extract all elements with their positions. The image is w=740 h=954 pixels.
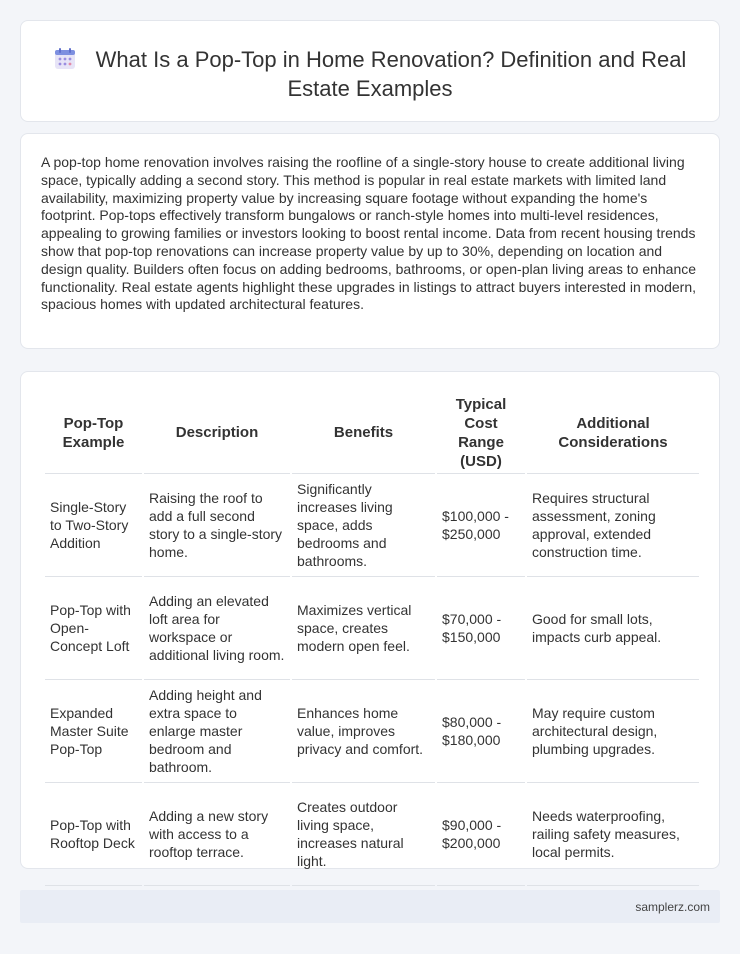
cell-example: Pop-Top with Rooftop Deck: [45, 783, 142, 886]
table-card: [20, 371, 720, 869]
title-card: [20, 20, 720, 122]
cell-cost: $80,000 - $180,000: [437, 680, 525, 783]
table-row: [45, 783, 699, 886]
cell-considerations: Good for small lots, impacts curb appeal.: [527, 577, 699, 680]
table-row: [45, 474, 699, 577]
footer-bar: [20, 890, 720, 923]
table-row: [45, 577, 699, 680]
table-row: [45, 680, 699, 783]
header-example: Pop-Top Example: [45, 392, 142, 474]
cell-example: Single-Story to Two-Story Addition: [45, 474, 142, 577]
cell-description: Raising the roof to add a full second story to a single-story home.: [144, 474, 290, 577]
cell-considerations: Needs waterproofing, railing safety measures, local permits.: [527, 783, 699, 886]
cell-benefits: Creates outdoor living space, increases natural light.: [292, 783, 435, 886]
cell-considerations: Requires structural assessment, zoning approval, extended construction time.: [527, 474, 699, 577]
page-title: What Is a Pop-Top in Home Renovation? Definition and Real Estate Examples: [95, 47, 687, 101]
intro-card: [20, 133, 720, 349]
header-benefits: Benefits: [292, 392, 435, 474]
pop-top-table: [43, 392, 701, 886]
header-cost: Typical Cost Range (USD): [437, 392, 525, 474]
header-description: Description: [144, 392, 290, 474]
footer-site-link[interactable]: samplerz.com: [635, 900, 710, 914]
cell-cost: $70,000 - $150,000: [437, 577, 525, 680]
header-considerations: Additional Considerations: [527, 392, 699, 474]
cell-description: Adding a new story with access to a rooftop terrace.: [144, 783, 290, 886]
cell-benefits: Enhances home value, improves privacy and comfort.: [292, 680, 435, 783]
cell-considerations: May require custom architectural design, plumbing upgrades.: [527, 680, 699, 783]
cell-description: Adding an elevated loft area for workspace or additional living room.: [144, 577, 290, 680]
cell-example: Expanded Master Suite Pop-Top: [45, 680, 142, 783]
cell-cost: $100,000 - $250,000: [437, 474, 525, 577]
cell-example: Pop-Top with Open-Concept Loft: [45, 577, 142, 680]
cell-benefits: Maximizes vertical space, creates modern open feel.: [292, 577, 435, 680]
cell-description: Adding height and extra space to enlarge master bedroom and bathroom.: [144, 680, 290, 783]
page-title-wrap: [21, 45, 719, 103]
cell-benefits: Significantly increases living space, adds bedrooms and bathrooms.: [292, 474, 435, 577]
cell-cost: $90,000 - $200,000: [437, 783, 525, 886]
intro-paragraph: A pop-top home renovation involves raising the roofline of a single-story house to create additional living space, typically adding a second story. This method is popular in real estate markets with limited land availability, maximizing property value by increasing square footage without expanding the home's footprint. Pop-tops effectively transform bungalows or ranch-style homes into multi-level residences, appealing to growing families or investors looking to boost rental income. Data from recent housing trends show that pop-top renovations can increase property value by up to 30%, depending on location and design quality. Builders often focus on adding bedrooms, bathrooms, or open-plan living areas to enhance functionality. Real estate agents highlight these upgrades in listings to attract buyers interested in modern, spacious homes with updated architectural features.: [41, 154, 697, 313]
table-header-row: [45, 392, 699, 474]
calendar-icon: [54, 48, 76, 70]
